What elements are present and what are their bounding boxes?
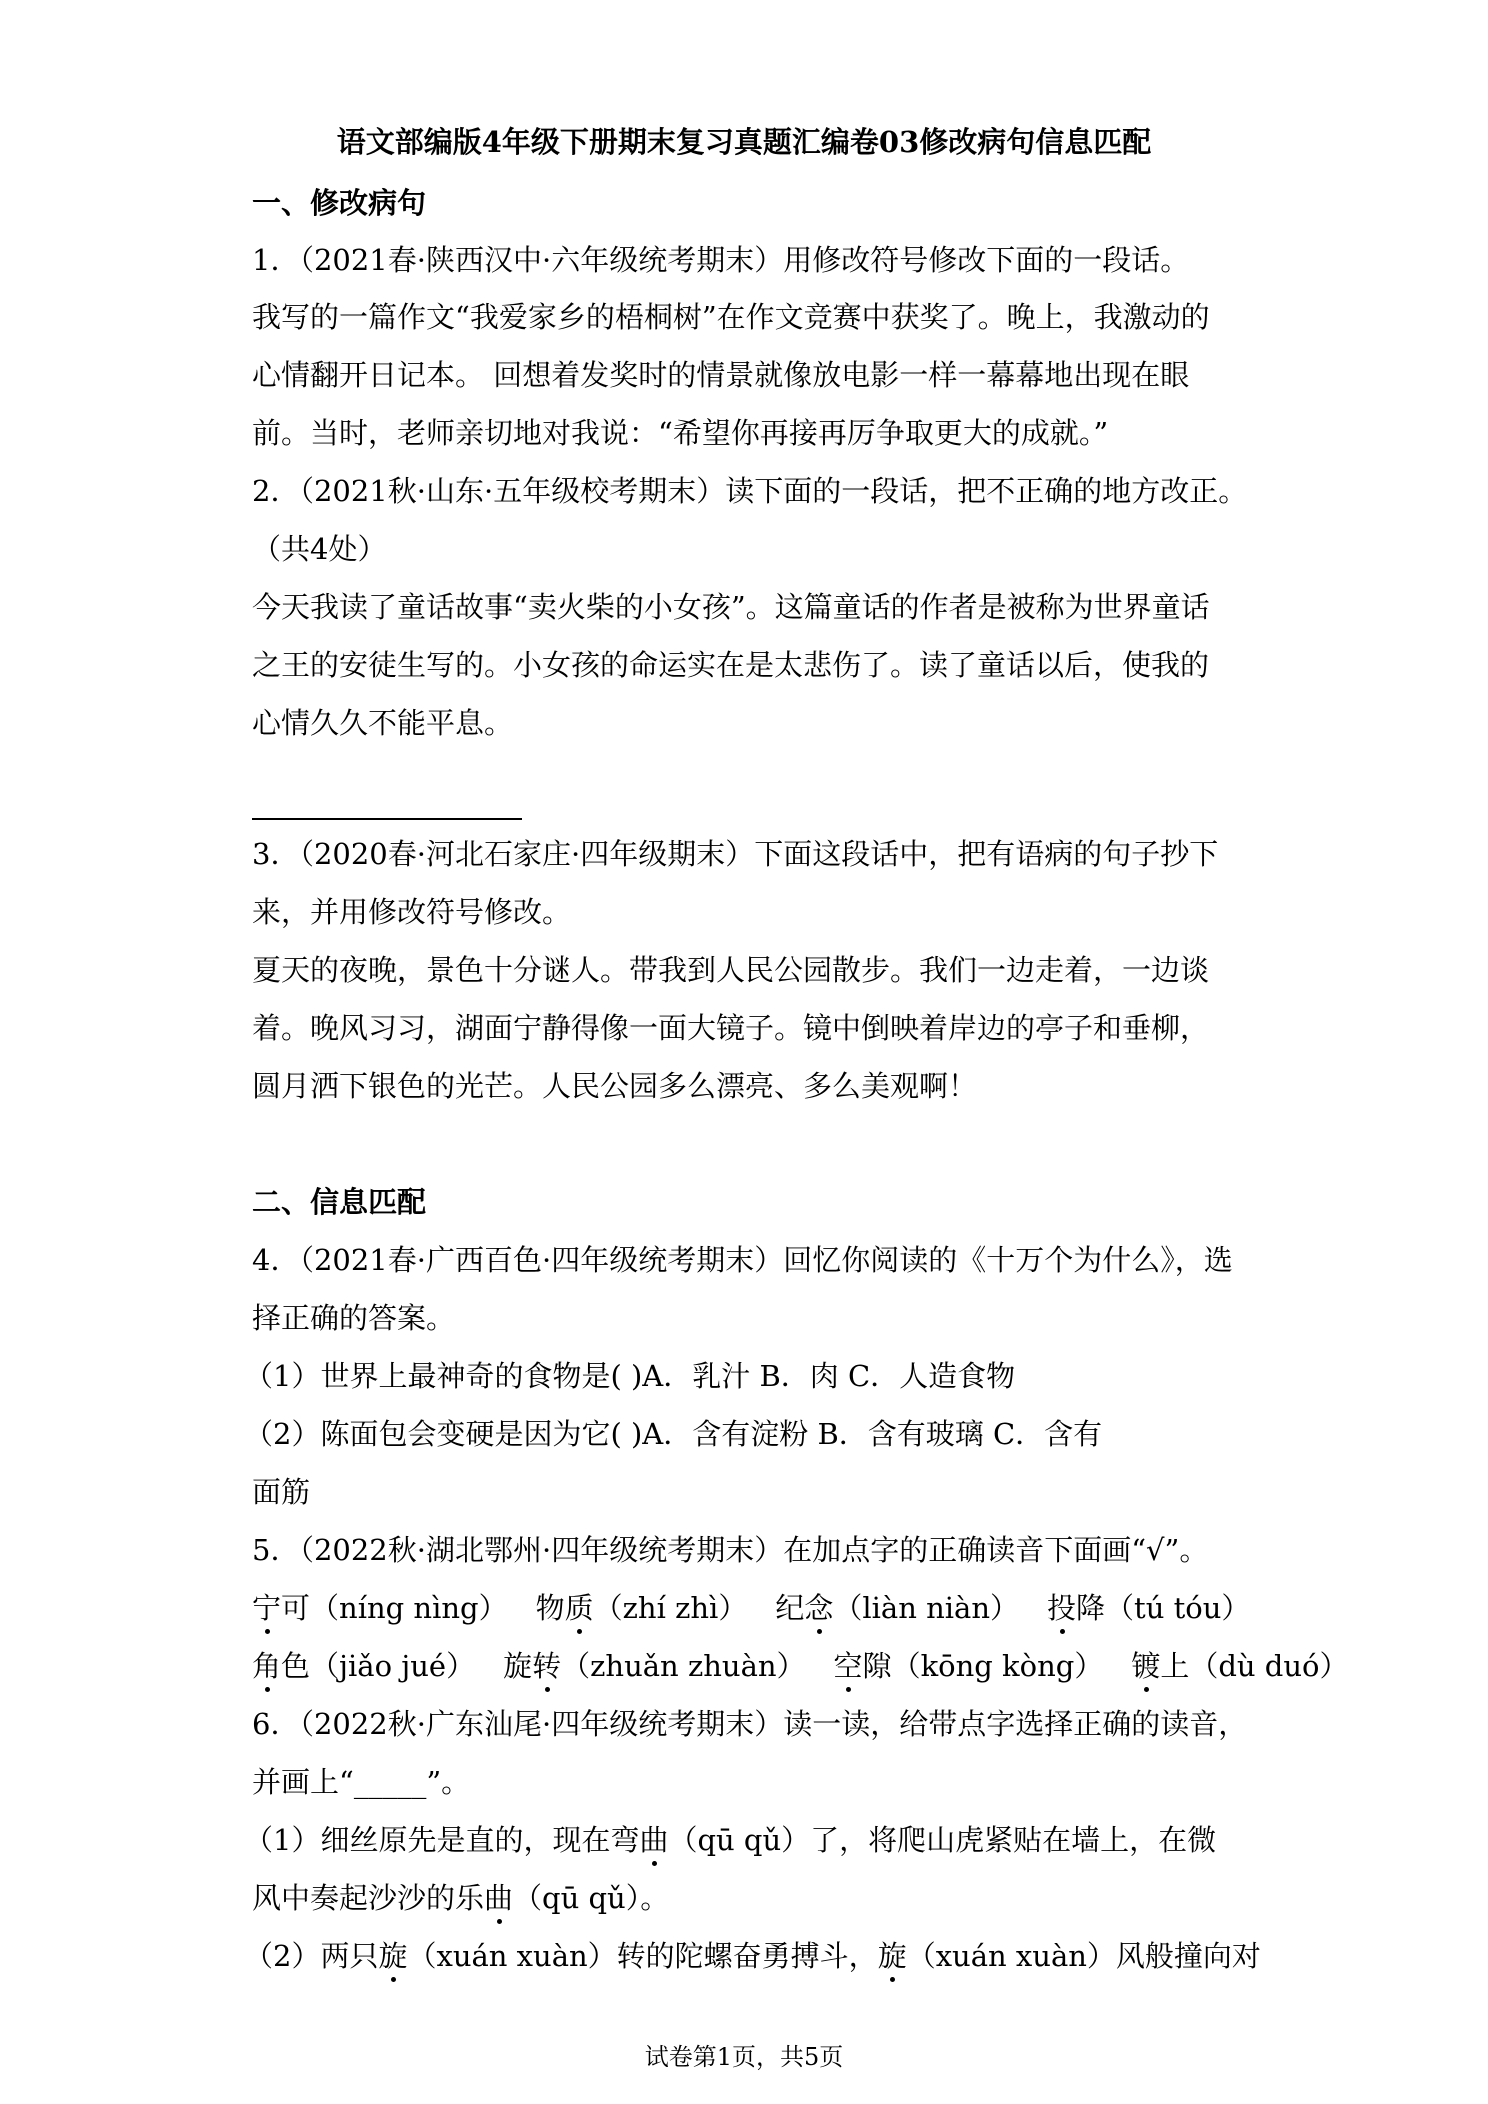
dotted-char: 念 — [804, 1588, 833, 1628]
page-footer: 试卷第1页，共5页 — [644, 2043, 844, 2071]
q3-text-line: 夏天的夜晚，景色十分谜人。带我到人民公园散步。我们一边走着，一边谈 — [252, 953, 1210, 987]
dotted-char: 转 — [532, 1646, 561, 1686]
q2-prompt-cont: （共4处） — [252, 532, 387, 566]
q4-prompt: 4．（2021春·广西百色·四年级统考期末）回忆你阅读的《十万个为什么》，选 — [252, 1243, 1233, 1277]
q3-prompt-cont: 来，并用修改符号修改。 — [252, 895, 572, 929]
dotted-char: 质 — [565, 1588, 594, 1628]
q6-item-1: （1）细丝原先是直的，现在弯曲（qū qǔ）了，将爬山虎紧贴在墙上，在微 — [244, 1820, 1244, 1860]
section-heading-1: 一、修改病句 — [252, 186, 427, 220]
q2-text-line: 今天我读了童话故事“卖火柴的小女孩”。这篇童话的作者是被称为世界童话 — [252, 590, 1210, 624]
dotted-char: 曲 — [639, 1820, 668, 1860]
pinyin-item: 镀上（dù duó） — [1131, 1649, 1348, 1683]
dotted-char: 镀 — [1131, 1646, 1160, 1686]
pinyin-item: 旋转（zhuǎn zhuàn） — [503, 1649, 805, 1683]
q1-text-line: 我写的一篇作文“我爱家乡的梧桐树”在作文竞赛中获奖了。晚上，我激动的 — [252, 300, 1210, 334]
dotted-char: 宁 — [252, 1588, 281, 1628]
q6-prompt-cont: 并画上“_____”。 — [252, 1765, 471, 1799]
q5-prompt: 5．（2022秋·湖北鄂州·四年级统考期末）在加点字的正确读音下面画“√”。 — [252, 1533, 1209, 1567]
q3-text-line: 着。晚风习习，湖面宁静得像一面大镜子。镜中倒映着岸边的亭子和垂柳， — [252, 1011, 1210, 1045]
dotted-char: 角 — [252, 1646, 281, 1686]
pinyin-item: 宁可（níng nìng） — [252, 1591, 508, 1625]
q4-prompt-cont: 择正确的答案。 — [252, 1301, 456, 1335]
pinyin-item: 物质（zhí zhì） — [536, 1591, 748, 1625]
q2-text-line: 之王的安徒生写的。小女孩的命运实在是太悲伤了。读了童话以后，使我的 — [252, 648, 1210, 682]
q4-item-1: （1）世界上最神奇的食物是( )A．乳汁 B．肉 C．人造食物 — [244, 1359, 1016, 1393]
q2-prompt: 2．（2021秋·山东·五年级校考期末）读下面的一段话，把不正确的地方改正。 — [252, 474, 1248, 508]
q1-text-line: 心情翻开日记本。 回想着发奖时的情景就像放电影一样一幕幕地出现在眼 — [252, 358, 1190, 392]
q6-item-2: （2）两只旋（xuán xuàn）转的陀螺奋勇搏斗，旋（xuán xuàn）风般撞向对 — [244, 1936, 1244, 1976]
dotted-char: 空 — [834, 1646, 863, 1686]
q4-item-2-cont: 面筋 — [252, 1475, 311, 1509]
q5-row-1 — [252, 1588, 1252, 1628]
pinyin-item: 纪念（liàn niàn） — [775, 1591, 1019, 1625]
q3-prompt: 3．（2020春·河北石家庄·四年级期末）下面这段话中，把有语病的句子抄下 — [252, 837, 1219, 871]
dotted-char: 旋 — [378, 1936, 407, 1976]
page-title: 语文部编版4年级下册期末复习真题汇编卷03修改病句信息匹配 — [336, 125, 1152, 159]
q2-text-line: 心情久久不能平息。 — [252, 706, 514, 740]
q5-row-2 — [252, 1646, 1349, 1686]
dotted-char: 曲 — [484, 1878, 513, 1918]
q4-item-2: （2）陈面包会变硬是因为它( )A．含有淀粉 B．含有玻璃 C．含有 — [244, 1417, 1103, 1451]
q6-prompt: 6．（2022秋·广东汕尾·四年级统考期末）读一读，给带点字选择正确的读音， — [252, 1707, 1248, 1741]
answer-line[interactable] — [252, 818, 522, 820]
pinyin-item: 空隙（kōng kòng） — [834, 1649, 1104, 1683]
pinyin-item: 角色（jiǎo jué） — [252, 1649, 475, 1683]
pinyin-item: 投降（tú tóu） — [1047, 1591, 1250, 1625]
dotted-char: 投 — [1047, 1588, 1076, 1628]
dotted-char: 旋 — [878, 1936, 907, 1976]
q3-text-line: 圆月洒下银色的光芒。人民公园多么漂亮、多么美观啊！ — [252, 1069, 978, 1103]
q1-prompt: 1．（2021春·陕西汉中·六年级统考期末）用修改符号修改下面的一段话。 — [252, 243, 1190, 277]
q6-item-1-cont: 风中奏起沙沙的乐曲（qū qǔ）。 — [252, 1878, 1252, 1918]
section-heading-2: 二、信息匹配 — [252, 1185, 427, 1219]
q1-text-line: 前。当时，老师亲切地对我说：“希望你再接再厉争取更大的成就。” — [252, 416, 1109, 450]
